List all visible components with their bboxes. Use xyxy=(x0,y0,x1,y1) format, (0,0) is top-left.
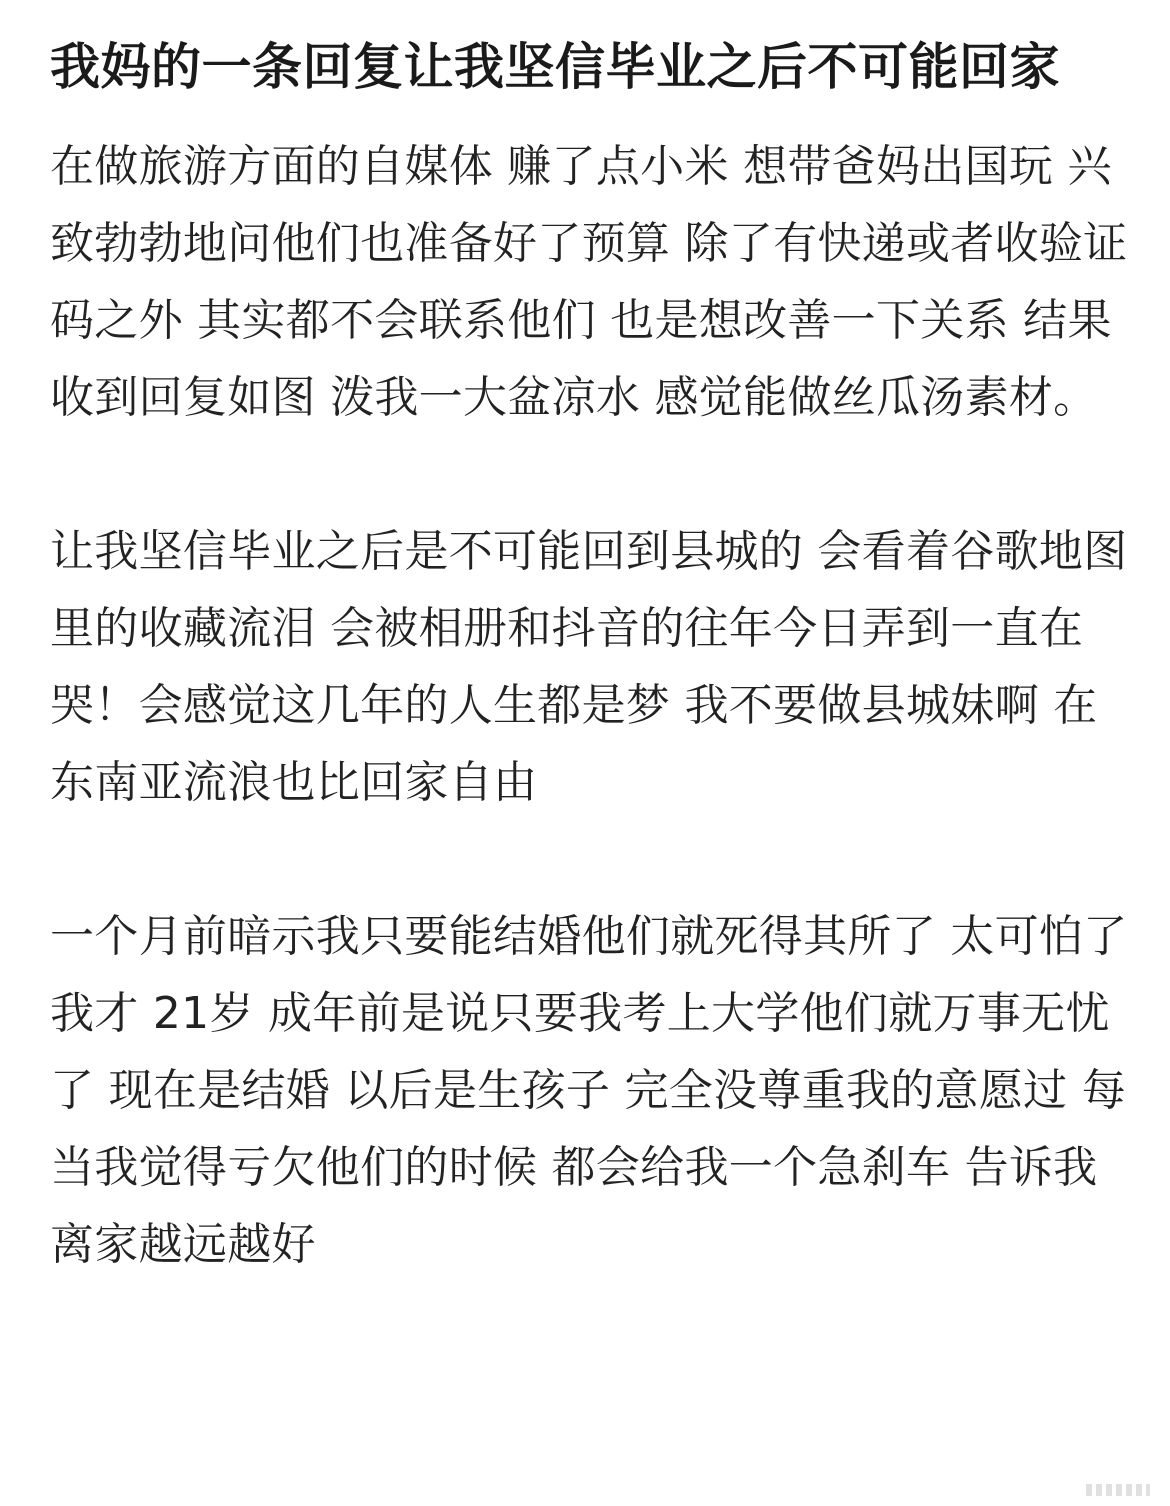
paragraph-2: 让我坚信毕业之后是不可能回到县城的 会看着谷歌地图里的收藏流泪 会被相册和抖音的往年今日弄到一直在哭！会感觉这几年的人生都是梦 我不要做县城妹啊 在东南亚流浪也比回家自由 xyxy=(50,526,1128,808)
post-body xyxy=(50,128,1130,1283)
paragraph-1: 在做旅游方面的自媒体 赚了点小米 想带爸妈出国玩 兴致勃勃地问他们也准备好了预算 除了有快递或者收验证码之外 其实都不会联系他们 也是想改善一下关系 结果收到回复如图 泼我一大盆凉水 感觉能做丝瓜汤素材。 xyxy=(50,141,1128,423)
watermark xyxy=(1086,1484,1150,1496)
watermark-mark-icon xyxy=(1086,1484,1150,1496)
post-title: 我妈的一条回复让我坚信毕业之后不可能回家 xyxy=(50,38,1060,96)
paragraph-3: 一个月前暗示我只要能结婚他们就死得其所了 太可怕了 我才 21岁 成年前是说只要我考上大学他们就万事无忧了 现在是结婚 以后是生孩子 完全没尊重我的意愿过 每当我觉得亏欠他们的时候 都会给我一个急刹车 告诉我 离家越远越好 xyxy=(50,911,1128,1270)
post-content xyxy=(50,28,1130,1283)
